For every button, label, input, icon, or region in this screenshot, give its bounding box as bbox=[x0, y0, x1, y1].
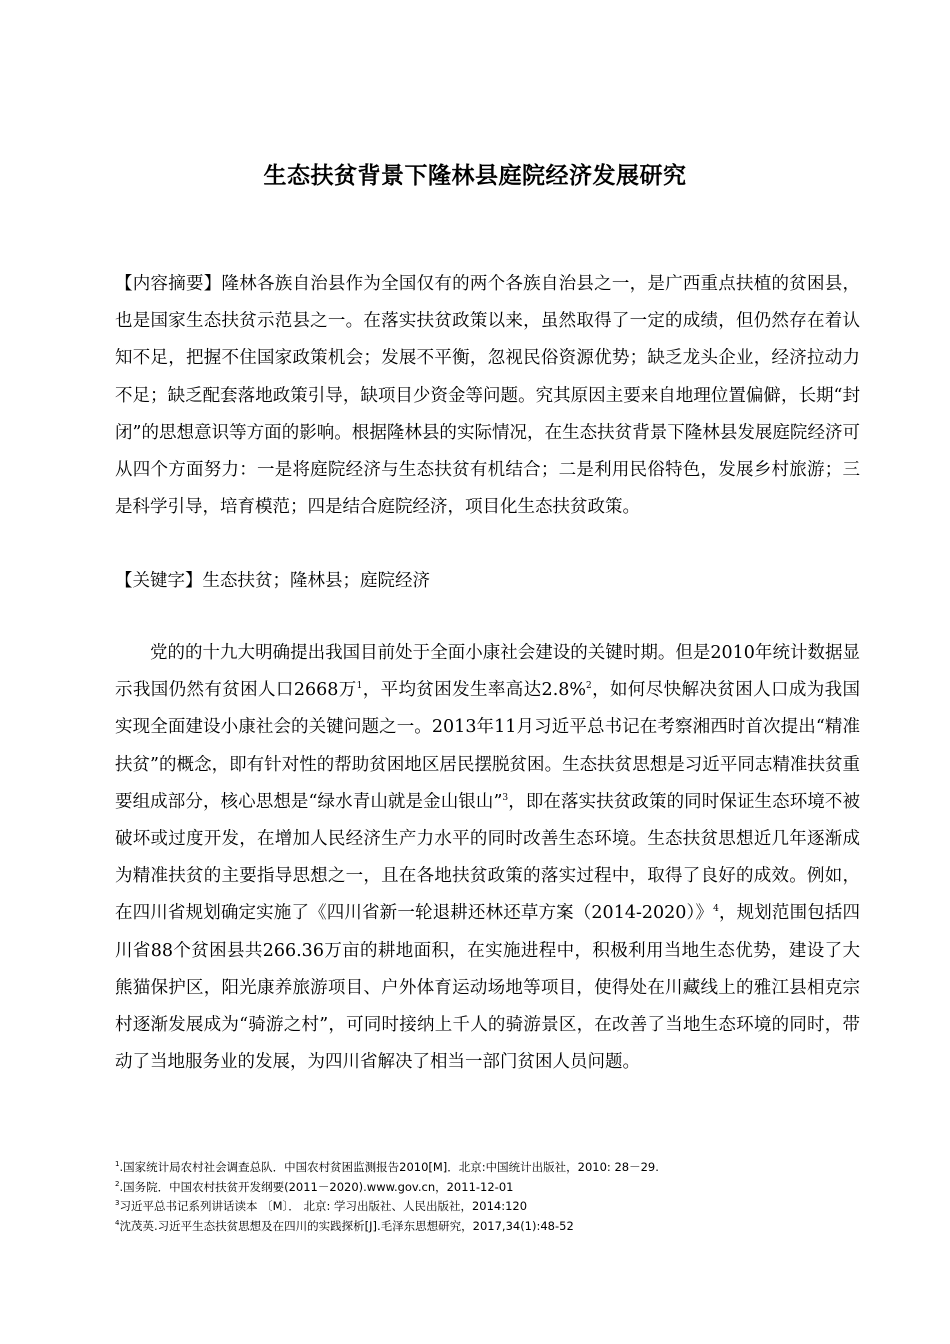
body-text-segment: ，规划范围包括四川省88个贫困县共266.36万亩的耕地面积，在实施进程中，积极利用当地生态优势，建设了大熊猫保护区，阳光康养旅游项目、户外体育运动场地等项目，使得处在川藏线上的雅江县相克宗村逐渐发展成为“骑游之村”，可同时接纳上千人的骑游景区，在改善了当地生态环境的同时，带动了当地服务业的发展，为四川省解决了相当一部门贫困人员问题。 bbox=[115, 903, 861, 1073]
keywords-text: 生态扶贫；隆林县；庭院经济 bbox=[202, 571, 430, 591]
footnotes-section bbox=[115, 1158, 875, 1236]
footnote bbox=[115, 1158, 875, 1178]
footnote bbox=[115, 1178, 875, 1198]
body-text-segment: 党的的十九大明确提出我国目前处于全面小康社会建设的关键时期。但是2010年统计数据显示我国仍然有贫困人口2668万 bbox=[115, 643, 860, 701]
paper-title: 生态扶贫背景下隆林县庭院经济发展研究 bbox=[263, 163, 687, 189]
footnote-text: .国家统计局农村社会调查总队．中国农村贫困监测报告2010[M]．北京:中国统计出版社，2010: 28－29. bbox=[119, 1160, 659, 1174]
body-text-segment: ，即在落实扶贫政策的同时保证生态环境不被破坏或过度开发，在增加人民经济生产力水平的同时改善生态环境。生态扶贫思想近几年逐渐成为精准扶贫的主要指导思想之一，且在各地扶贫政策的落实过程中，取得了良好的成效。例如，在四川省规划确定实施了《四川省新一轮退耕还林还草方案（2014-2020）》 bbox=[115, 791, 860, 924]
keywords-line bbox=[115, 563, 860, 600]
footnote-text: 习近平总书记系列讲话读本 〔M〕． 北京: 学习出版社、人民出版社，2014:120 bbox=[119, 1199, 528, 1213]
footnote bbox=[115, 1197, 875, 1217]
footnote-text: .国务院．中国农村扶贫开发纲要(2011－2020).www.gov.cn，2011-12-01 bbox=[119, 1179, 514, 1194]
body-text-segment: ，平均贫困发生率高达2.8% bbox=[362, 680, 587, 701]
footnote-ref: 4 bbox=[713, 904, 719, 915]
footnote bbox=[115, 1217, 875, 1237]
footnote-text: 沈茂英.习近平生态扶贫思想及在四川的实践探析[J].毛泽东思想研究，2017,34(1):48-52 bbox=[119, 1218, 574, 1233]
abstract-text: 隆林各族自治县作为全国仅有的两个各族自治县之一，是广西重点扶植的贫困县，也是国家生态扶贫示范县之一。在落实扶贫政策以来，虽然取得了一定的成绩，但仍然存在着认知不足，把握不住国家政策机会；发展不平衡，忽视民俗资源优势；缺乏龙头企业，经济拉动力不足；缺乏配套落地政策引导，缺项目少资金等问题。究其原因主要来自地理位置偏僻，长期“封闭”的思想意识等方面的影响。根据隆林县的实际情况，在生态扶贫背景下隆林县发展庭院经济可从四个方面努力：一是将庭院经济与生态扶贫有机结合；二是利用民俗特色，发展乡村旅游；三是科学引导，培育模范；四是结合庭院经济，项目化生态扶贫政策。 bbox=[115, 274, 861, 518]
body-text-segment: ，如何尽快解决贫困人口成为我国实现全面建设小康社会的关键问题之一。2013年11月习近平总书记在考察湘西时首次提出“精准扶贫”的概念，即有针对性的帮助贫困地区居民摆脱贫困。生态扶贫思想是习近平同志精准扶贫重要组成部分，核心思想是“绿水青山就是金山银山” bbox=[115, 680, 860, 812]
body-paragraph bbox=[115, 635, 860, 1081]
footnote-mark: 1 bbox=[115, 1160, 120, 1168]
footnote-ref: 3 bbox=[502, 792, 509, 803]
footnote-mark: 2 bbox=[115, 1179, 120, 1188]
footnote-mark: 4 bbox=[115, 1218, 120, 1227]
footnote-ref: 1 bbox=[356, 681, 363, 692]
abstract-label: 【内容摘要】 bbox=[115, 274, 222, 294]
footnote-mark: 3 bbox=[115, 1199, 120, 1207]
abstract-paragraph bbox=[115, 266, 860, 526]
keywords-label: 【关键字】 bbox=[115, 571, 203, 591]
footnote-ref: 2 bbox=[586, 681, 592, 692]
